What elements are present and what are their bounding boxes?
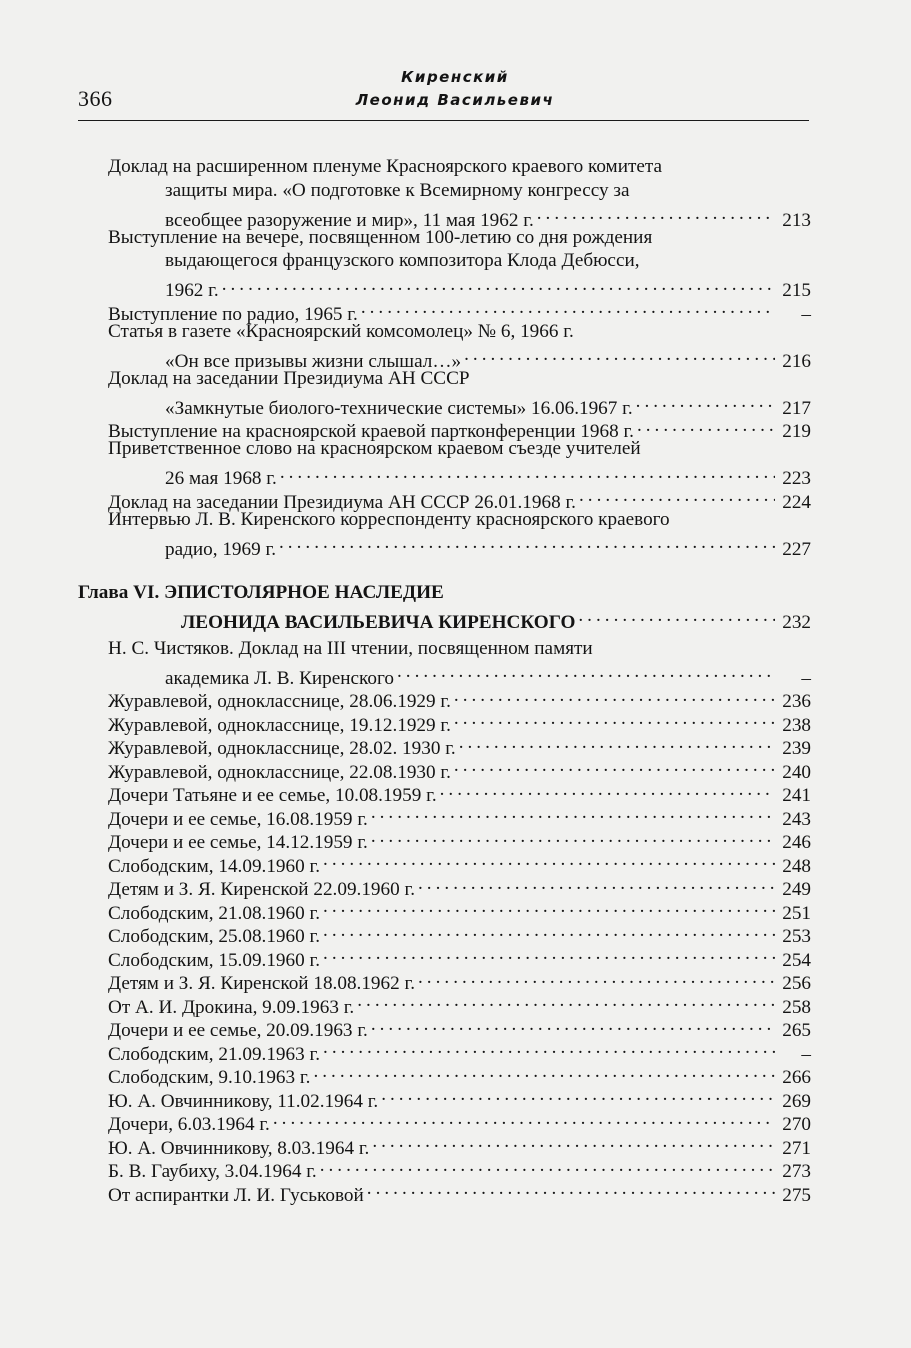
page-ref: 246 (782, 832, 811, 853)
page-ref: 241 (782, 785, 811, 806)
dot-leader (279, 531, 775, 555)
table-of-contents (78, 155, 811, 1206)
page-ref: 251 (782, 902, 811, 924)
dot-leader (371, 801, 775, 825)
entry-text: Н. С. Чистяков. Доклад на III чтении, посвященном памяти (108, 637, 593, 659)
entry-text: Дочери и ее семье, 14.12.1959 г. (108, 832, 368, 853)
entry-text: Выступление на вечере, посвященном 100-летию со дня рождения (108, 226, 653, 248)
entry-text: Доклад на заседании Президиума АН СССР 26.01.1968 г. (108, 491, 576, 513)
page-ref: 217 (782, 397, 811, 419)
toc-entry-line (78, 273, 811, 301)
toc-entry-line (78, 390, 811, 419)
entry-text: Журавлевой, однокласснице, 19.12.1929 г. (108, 714, 451, 736)
entry-text: защиты мира. «О подготовке к Всемирному конгрессу за (165, 179, 630, 201)
page-ref: 273 (782, 1161, 811, 1182)
dot-leader (361, 296, 775, 320)
page-ref: 216 (782, 350, 811, 372)
page-ref: 275 (782, 1184, 811, 1206)
dot-leader (578, 604, 775, 628)
entry-text: Дочери, 6.03.1964 г. (108, 1114, 270, 1135)
page-ref: 213 (782, 209, 811, 231)
dot-leader (454, 707, 775, 731)
dot-leader (397, 660, 775, 684)
entry-text: Доклад на заседании Президиума АН СССР (108, 367, 470, 389)
dot-leader (357, 989, 775, 1013)
toc-entry-line (78, 320, 811, 344)
dot-leader (313, 1060, 775, 1084)
entry-text: 1962 г. (165, 280, 219, 301)
dot-leader (418, 966, 775, 990)
entry-text: Б. В. Гаубиху, 3.04.1964 г. (108, 1161, 317, 1182)
page-ref: 215 (782, 280, 811, 301)
entry-text: От аспирантки Л. И. Гуськовой (108, 1184, 364, 1206)
dot-leader (323, 942, 775, 966)
entry-text: Слободским, 21.08.1960 г. (108, 902, 321, 924)
page-ref: 271 (782, 1137, 811, 1159)
entry-text: Доклад на расширенном пленуме Красноярского краевого комитета (108, 156, 662, 177)
entry-text: Слободским, 15.09.1960 г. (108, 949, 321, 971)
entry-text: Интервью Л. В. Киренского корреспонденту красноярского краевого (108, 508, 670, 530)
toc-entry-line (78, 226, 811, 250)
entry-text: Слободским, 14.09.1960 г. (108, 855, 321, 877)
page-ref: 239 (782, 738, 811, 759)
dot-leader (372, 1130, 775, 1154)
page-number: 366 (78, 86, 113, 111)
chapter-title-line2 (78, 604, 811, 633)
dot-leader (454, 684, 775, 708)
chapter-title (78, 581, 811, 605)
dot-leader (381, 1083, 775, 1107)
dot-leader (371, 1013, 775, 1037)
dot-leader (579, 484, 775, 508)
entry-text: Дочери и ее семье, 20.09.1963 г. (108, 1020, 368, 1041)
page-ref: 265 (782, 1020, 811, 1041)
toc-entry-line (78, 660, 811, 689)
toc-entry-line (78, 343, 811, 372)
toc-entry-line (78, 437, 811, 461)
entry-text: От А. И. Дрокина, 9.09.1963 г. (108, 996, 355, 1018)
entry-text: Дочери и ее семье, 16.08.1959 г. (108, 808, 368, 830)
entry-text: Выступление по радио, 1965 г. (108, 303, 358, 325)
entry-text: 26 мая 1968 г. (165, 468, 277, 489)
toc-entry-line (78, 249, 811, 273)
entry-text: Выступление на красноярской краевой партконференции 1968 г. (108, 421, 634, 442)
dot-leader (636, 390, 775, 414)
dot-leader (371, 825, 775, 849)
entry-text: Дочери Татьяне и ее семье, 10.08.1959 г. (108, 785, 437, 806)
toc-entry-line (78, 461, 811, 489)
dot-leader (323, 848, 775, 872)
page-ref: 269 (782, 1090, 811, 1112)
toc-entry-line (78, 637, 811, 661)
page-ref: 236 (782, 691, 811, 712)
entry-text: Приветственное слово на красноярском краевом съезде учителей (108, 438, 641, 459)
dot-leader (459, 731, 775, 755)
toc-entry-line (78, 508, 811, 532)
entry-text: «Замкнутые биолого-технические системы» 16.06.1967 г. (165, 397, 633, 419)
dot-leader (454, 754, 775, 778)
entry-text: всеобщее разоружение и мир», 11 мая 1962 г. (165, 209, 534, 231)
dot-leader (323, 919, 775, 943)
page-ref: 266 (782, 1067, 811, 1088)
page-ref: 227 (782, 538, 811, 560)
entry-text: «Он все призывы жизни слышал…» (165, 350, 462, 372)
dot-leader (367, 1177, 775, 1201)
entry-text: Журавлевой, однокласснице, 28.02. 1930 г. (108, 738, 456, 759)
entry-text: радио, 1969 г. (165, 538, 277, 560)
page-ref: – (801, 667, 811, 689)
page-ref: 249 (782, 879, 811, 900)
dot-leader (273, 1107, 775, 1131)
running-title-name: Леонид Васильевич (355, 91, 555, 109)
page-ref: 238 (782, 714, 811, 736)
dot-leader (440, 778, 775, 802)
page-ref: 224 (782, 491, 811, 513)
page-ref: 254 (782, 949, 811, 971)
toc-entry-line (78, 179, 811, 203)
entry-text: академика Л. В. Киренского (165, 667, 394, 689)
entry-text: Журавлевой, однокласснице, 28.06.1929 г. (108, 691, 451, 712)
page-ref: 256 (782, 973, 811, 994)
entry-text: Слободским, 21.09.1963 г. (108, 1043, 321, 1065)
dot-leader (280, 461, 775, 485)
dot-leader (537, 202, 775, 226)
entry-text: Детям и З. Я. Киренской 22.09.1960 г. (108, 879, 416, 900)
dot-leader (323, 895, 775, 919)
dot-leader (637, 414, 775, 438)
page-ref: 258 (782, 996, 811, 1018)
dot-leader (418, 872, 775, 896)
entry-text: Ю. А. Овчинникову, 8.03.1964 г. (108, 1137, 370, 1159)
page-ref: 253 (782, 926, 811, 947)
entry-text: Детям и З. Я. Киренской 18.08.1962 г. (108, 973, 416, 994)
entry-text: Журавлевой, однокласснице, 22.08.1930 г. (108, 761, 451, 783)
page-ref: 223 (782, 468, 811, 489)
toc-entry-line (78, 531, 811, 560)
entry-text: выдающегося французского композитора Клода Дебюсси, (165, 250, 640, 271)
header-rule (78, 120, 809, 121)
dot-leader (320, 1154, 775, 1178)
entry-text: Глава VI. ЭПИСТОЛЯРНОЕ НАСЛЕДИЕ (78, 581, 444, 603)
toc-entry-line (78, 202, 811, 231)
entry-text: Ю. А. Овчинникову, 11.02.1964 г. (108, 1090, 379, 1112)
entry-text: Статья в газете «Красноярский комсомолец» № 6, 1966 г. (108, 320, 574, 342)
entry-text: ЛЕОНИДА ВАСИЛЬЕВИЧА КИРЕНСКОГО (181, 611, 576, 633)
page-ref: 248 (782, 855, 811, 877)
page-ref: 219 (782, 421, 811, 442)
toc-entry-line (78, 367, 811, 391)
page-ref: 243 (782, 808, 811, 830)
page-ref: – (801, 1043, 811, 1065)
page-ref: 232 (782, 611, 811, 633)
dot-leader (323, 1036, 775, 1060)
page-ref: 270 (782, 1114, 811, 1135)
running-title-surname: Киренский (401, 68, 509, 86)
dot-leader (464, 343, 775, 367)
page-ref: 240 (782, 761, 811, 783)
entry-text: Слободским, 25.08.1960 г. (108, 926, 321, 947)
dot-leader (222, 273, 775, 297)
entry-text: Слободским, 9.10.1963 г. (108, 1067, 311, 1088)
page-ref: – (801, 303, 811, 325)
running-title (300, 66, 610, 112)
toc-entry-line (78, 155, 811, 179)
